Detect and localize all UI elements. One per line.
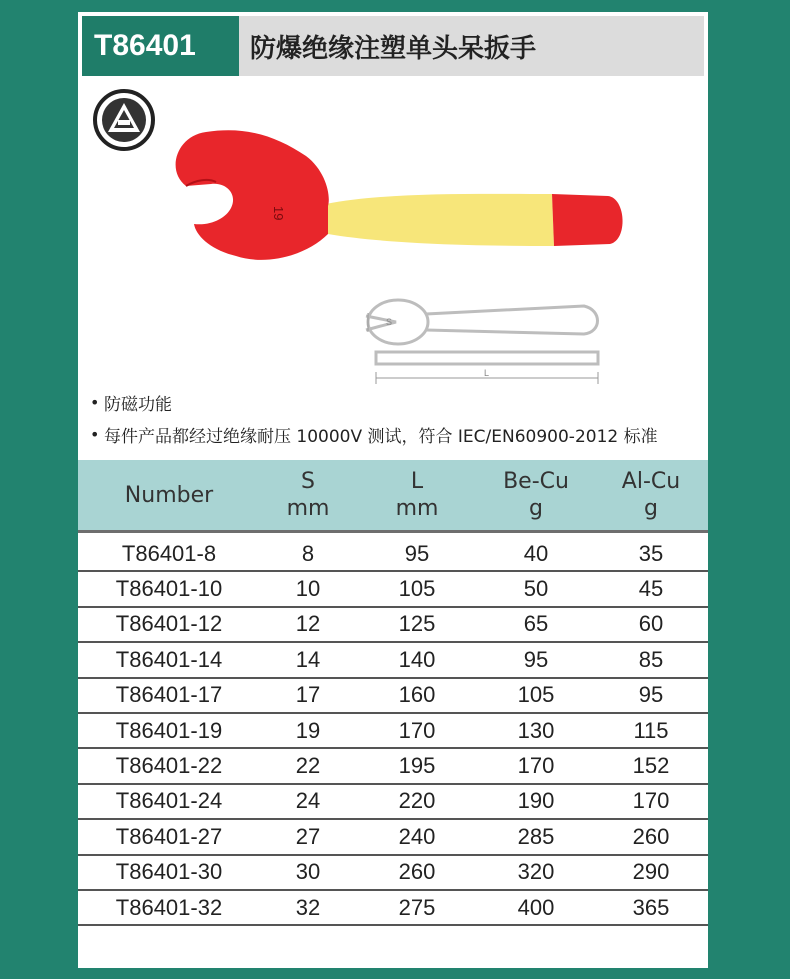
header-bar — [82, 16, 704, 76]
cell-s-mm: 17 — [295, 682, 321, 708]
cell-al-cu-g: 152 — [632, 753, 670, 779]
cell-l-mm: 220 — [398, 788, 436, 814]
cell-l-mm: 125 — [398, 611, 436, 637]
cell-l-mm: 275 — [398, 894, 436, 920]
cell-al-cu-g: 290 — [632, 859, 670, 885]
cell-be-cu-g: 320 — [517, 859, 555, 885]
dimension-label-s: S — [386, 317, 393, 327]
bullet-icon: • — [90, 424, 100, 444]
table-row — [78, 749, 708, 784]
spec-table — [78, 460, 708, 926]
cell-be-cu-g: 40 — [523, 540, 549, 566]
header-label: Be-Cu — [503, 469, 569, 494]
table-row — [78, 608, 708, 643]
cell-al-cu-g: 35 — [638, 540, 664, 566]
table-row — [78, 679, 708, 714]
cell-be-cu-g: 400 — [517, 894, 555, 920]
product-code: T86401 — [82, 16, 239, 76]
cell-s-mm: 22 — [295, 753, 321, 779]
cell-be-cu-g: 285 — [517, 823, 555, 849]
cell-al-cu-g: 60 — [638, 611, 664, 637]
table-row — [78, 572, 708, 607]
feature-text: 防磁功能 — [104, 394, 172, 415]
header-al-cu — [594, 460, 708, 530]
cell-be-cu-g: 50 — [523, 576, 549, 602]
header-s — [260, 460, 356, 530]
header-be-cu — [478, 460, 594, 530]
cell-l-mm: 240 — [398, 823, 436, 849]
cell-l-mm: 170 — [398, 717, 436, 743]
cell-be-cu-g: 65 — [523, 611, 549, 637]
cell-s-mm: 32 — [295, 894, 321, 920]
header-label: Number — [124, 482, 214, 508]
header-label: S — [301, 469, 315, 494]
table-row — [78, 537, 708, 572]
cell-s-mm: 30 — [295, 859, 321, 885]
cell-l-mm: 160 — [398, 682, 436, 708]
cell-number: T86401-22 — [115, 753, 223, 779]
cell-number: T86401-10 — [115, 576, 223, 602]
cell-s-mm: 10 — [295, 576, 321, 602]
cell-s-mm: 27 — [295, 823, 321, 849]
cell-al-cu-g: 260 — [632, 823, 670, 849]
cell-s-mm: 24 — [295, 788, 321, 814]
table-body — [78, 537, 708, 926]
cell-s-mm: 8 — [301, 540, 315, 566]
cell-l-mm: 105 — [398, 576, 436, 602]
feature-item — [90, 418, 700, 450]
table-row — [78, 714, 708, 749]
header-label: Al-Cu — [621, 469, 681, 494]
header-unit: mm — [395, 496, 439, 521]
cell-number: T86401-12 — [115, 611, 223, 637]
cell-al-cu-g: 170 — [632, 788, 670, 814]
cell-number: T86401-8 — [121, 540, 217, 566]
cell-number: T86401-14 — [115, 646, 223, 672]
header-unit: g — [529, 496, 543, 521]
wrench-size-marking: 19 — [271, 206, 286, 221]
cell-number: T86401-19 — [115, 717, 223, 743]
header-unit: mm — [286, 496, 330, 521]
header-label: L — [410, 469, 424, 494]
feature-text: 每件产品都经过绝缘耐压 10000V 测试，符合 IEC/EN60900-2012 标准 — [104, 426, 658, 447]
cell-al-cu-g: 95 — [638, 682, 664, 708]
product-card — [78, 12, 708, 968]
cell-be-cu-g: 190 — [517, 788, 555, 814]
header-number — [78, 460, 260, 530]
feature-list — [90, 386, 700, 450]
cell-number: T86401-30 — [115, 859, 223, 885]
cell-l-mm: 195 — [398, 753, 436, 779]
product-title: 防爆绝缘注塑单头呆扳手 — [250, 33, 537, 64]
product-image-area — [82, 80, 704, 400]
ex-certification-logo-icon — [92, 88, 156, 152]
cell-number: T86401-32 — [115, 894, 223, 920]
cell-s-mm: 14 — [295, 646, 321, 672]
cell-l-mm: 260 — [398, 859, 436, 885]
bullet-icon: • — [90, 392, 100, 412]
table-row — [78, 785, 708, 820]
cell-number: T86401-17 — [115, 682, 223, 708]
table-row — [78, 891, 708, 926]
table-header — [78, 460, 708, 533]
cell-be-cu-g: 170 — [517, 753, 555, 779]
cell-al-cu-g: 85 — [638, 646, 664, 672]
cell-be-cu-g: 105 — [517, 682, 555, 708]
cell-number: T86401-27 — [115, 823, 223, 849]
table-row — [78, 643, 708, 678]
cell-s-mm: 19 — [295, 717, 321, 743]
dimension-diagram — [346, 280, 606, 400]
cell-l-mm: 95 — [404, 540, 430, 566]
cell-l-mm: 140 — [398, 646, 436, 672]
cell-al-cu-g: 45 — [638, 576, 664, 602]
cell-al-cu-g: 365 — [632, 894, 670, 920]
dimension-label-l: L — [484, 368, 490, 378]
header-unit: g — [644, 496, 658, 521]
cell-be-cu-g: 130 — [517, 717, 555, 743]
cell-be-cu-g: 95 — [523, 646, 549, 672]
insulated-wrench-image — [156, 116, 636, 266]
cell-al-cu-g: 115 — [633, 717, 669, 743]
cell-number: T86401-24 — [115, 788, 223, 814]
header-l — [356, 460, 478, 530]
cell-s-mm: 12 — [295, 611, 321, 637]
table-row — [78, 856, 708, 891]
feature-item — [90, 386, 700, 418]
table-row — [78, 820, 708, 855]
